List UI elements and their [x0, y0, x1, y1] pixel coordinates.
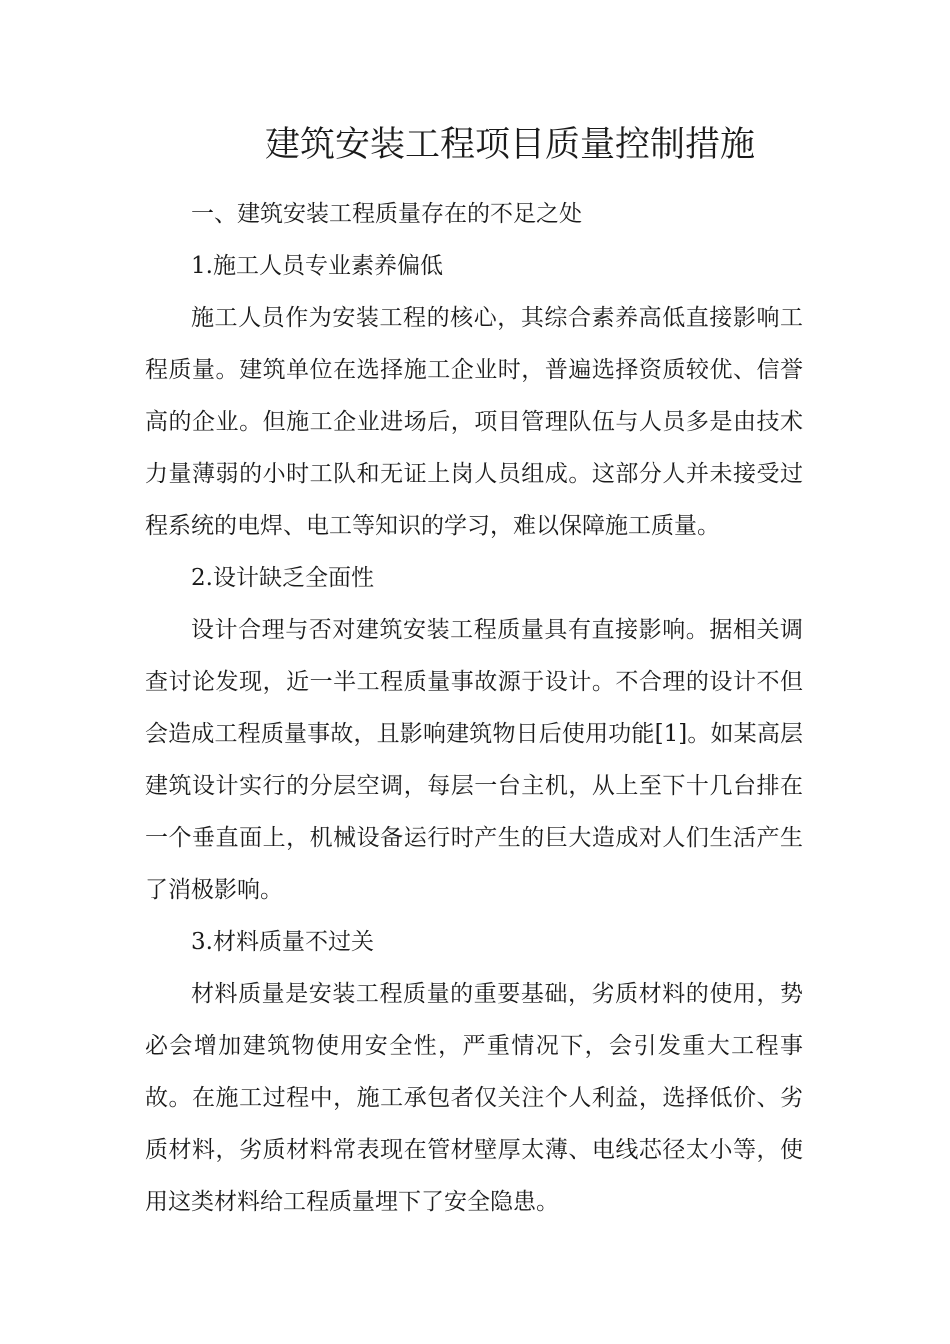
- subsection-heading-2: 2.设计缺乏全面性: [191, 565, 374, 591]
- document-body: [145, 188, 803, 1228]
- paragraph-3: 材料质量是安装工程质量的重要基础，劣质材料的使用，势必会增加建筑物使用安全性，严重情况下，会引发重大工程事故。在施工过程中，施工承包者仅关注个人利益，选择低价、劣质材料，劣质材料常表现在管材壁厚太薄、电线芯径太小等，使用这类材料给工程质量埋下了安全隐患。: [145, 981, 803, 1215]
- subsection-heading-1: 1.施工人员专业素养偏低: [191, 253, 443, 279]
- paragraph-1: 施工人员作为安装工程的核心，其综合素养高低直接影响工程质量。建筑单位在选择施工企业时，普遍选择资质较优、信誉高的企业。但施工企业进场后，项目管理队伍与人员多是由技术力量薄弱的小时工队和无证上岗人员组成。这部分人并未接受过程系统的电焊、电工等知识的学习，难以保障施工质量。: [145, 305, 803, 539]
- section-heading: 一、建筑安装工程质量存在的不足之处: [191, 201, 582, 227]
- paragraph-2: 设计合理与否对建筑安装工程质量具有直接影响。据相关调查讨论发现，近一半工程质量事故源于设计。不合理的设计不但会造成工程质量事故，且影响建筑物日后使用功能[1]。如某高层建筑设计实行的分层空调，每层一台主机，从上至下十几台排在一个垂直面上，机械设备运行时产生的巨大造成对人们生活产生了消极影响。: [145, 617, 803, 903]
- document-title: 建筑安装工程项目质量控制措施: [264, 125, 755, 165]
- subsection-heading-3: 3.材料质量不过关: [191, 929, 374, 955]
